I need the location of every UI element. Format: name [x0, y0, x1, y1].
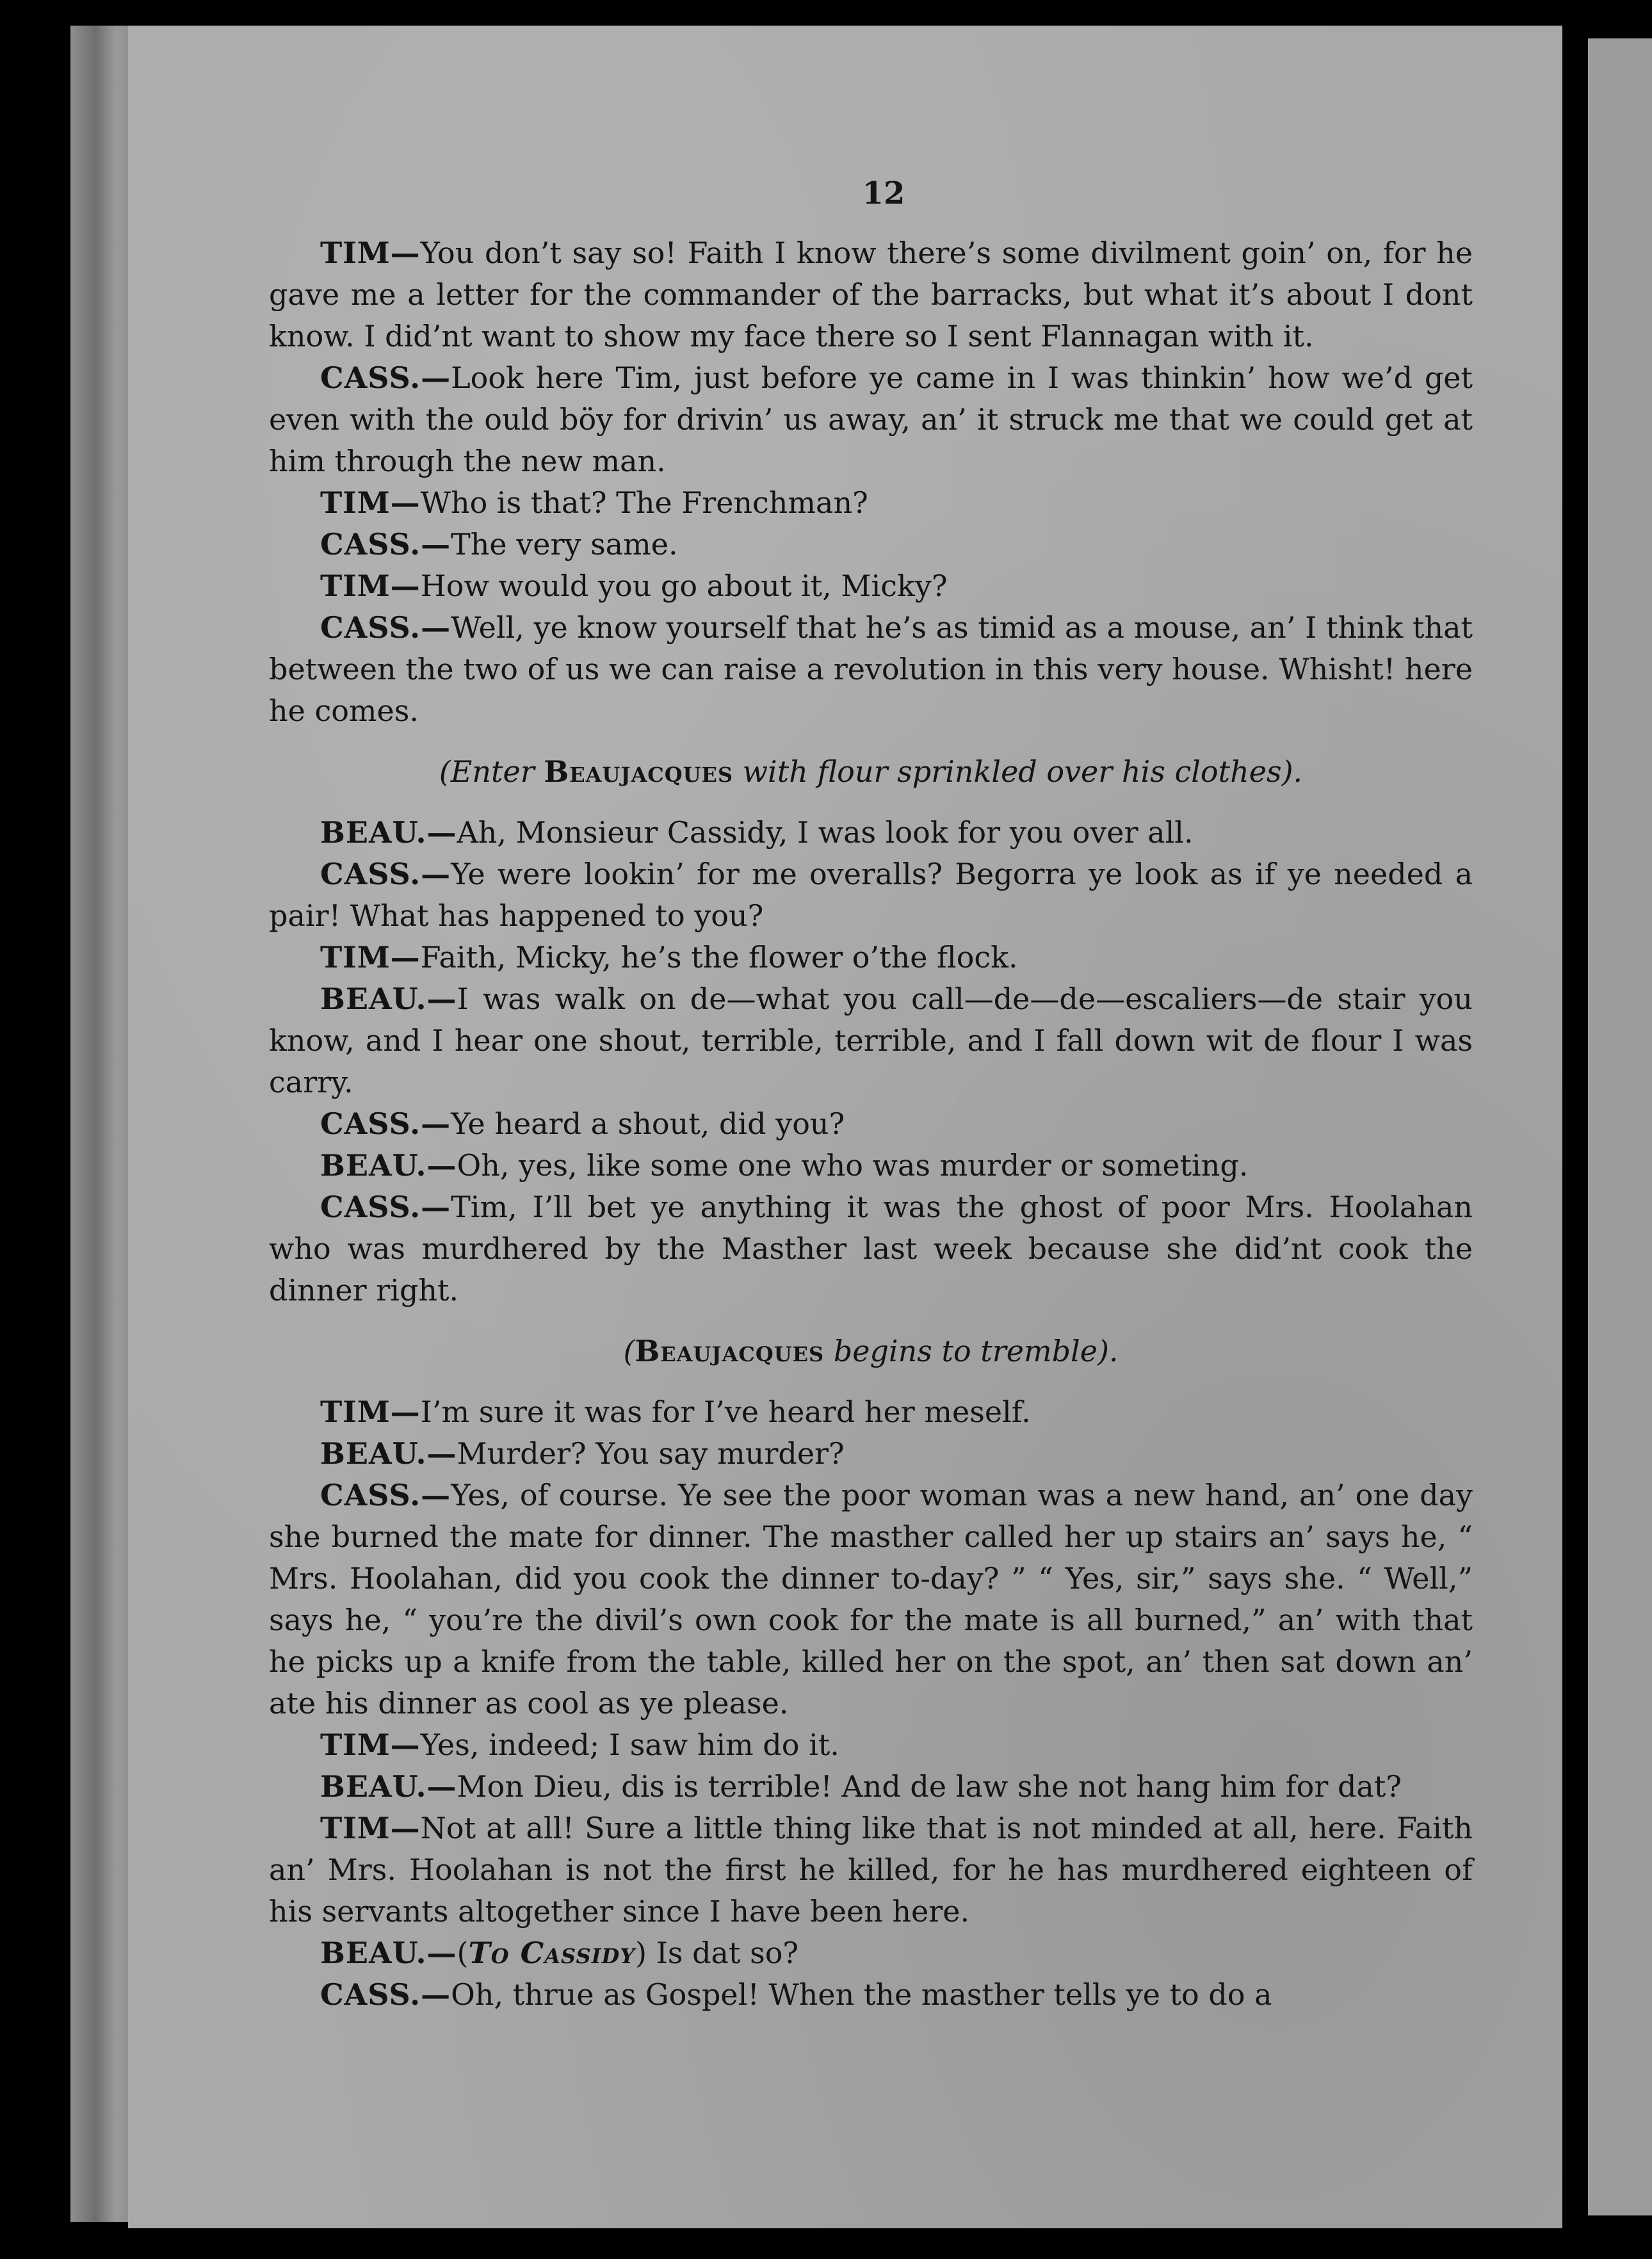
dialogue-line	[269, 1724, 1473, 1766]
speaker-name: TIM—	[320, 236, 421, 270]
dialogue-line	[269, 524, 1473, 565]
aside-close: )	[635, 1936, 647, 1970]
speaker-name: CASS.—	[320, 1106, 451, 1141]
speech-text: Ah, Monsieur Cassidy, I was look for you over all.	[457, 815, 1194, 850]
speech-text: Murder? You say murder?	[457, 1436, 845, 1471]
dialogue-line	[269, 1145, 1473, 1186]
dialogue-line	[269, 1391, 1473, 1433]
dialogue-line	[269, 1974, 1473, 2016]
dialogue-line	[269, 1186, 1473, 1311]
speech-text: Yes, of course. Ye see the poor woman was a new hand, an’ one day she burned the mate for dinner. The masther called her up stairs an’ says he, “ Mrs. Hoolahan, did you cook the dinner to-day? ” “ Yes, sir,” says she. “ Well,” says he, “ you’re the divil’s own cook for the mate is all burned,” an’ with that he picks up a knife from the table, killed her on the spot, an’ then sat down an’ ate his dinner as cool as ye please.	[269, 1478, 1473, 1721]
speaker-name: BEAU.—	[320, 1148, 457, 1183]
speaker-name: TIM—	[320, 1811, 421, 1845]
speech-text: Ye heard a shout, did you?	[451, 1106, 845, 1141]
dialogue-line	[269, 1103, 1473, 1145]
dialogue-line	[269, 357, 1473, 482]
speaker-name: CASS.—	[320, 1977, 451, 2012]
dialogue-line	[269, 565, 1473, 607]
page-content	[269, 173, 1473, 2016]
speech-text: I was walk on de—what you call—de—de—escaliers—de stair you know, and I hear one shout, terrible, terrible, and I fall down wit de flour I was carry.	[269, 982, 1473, 1099]
dialogue-line	[269, 607, 1473, 732]
dialogue-line	[269, 1766, 1473, 1808]
dialogue-line	[269, 978, 1473, 1103]
speech-text: Yes, indeed; I saw him do it.	[420, 1728, 839, 1762]
speaker-name: TIM—	[320, 940, 421, 975]
speech-text: Faith, Micky, he’s the flower o’the flock.	[420, 940, 1018, 975]
character-name: Beaujacques	[635, 1334, 825, 1368]
stage-direction-open: (	[623, 1334, 635, 1368]
stage-direction-rest: with flour sprinkled over his clothes).	[733, 754, 1303, 789]
speaker-name: CASS.—	[320, 527, 451, 562]
speaker-name: TIM—	[320, 1728, 421, 1762]
stage-direction-open: (Enter	[439, 754, 544, 789]
speaker-name: BEAU.—	[320, 982, 457, 1016]
speaker-name: BEAU.—	[320, 1436, 457, 1471]
stage-direction-rest: begins to tremble).	[824, 1334, 1119, 1368]
speech-text: Ye were lookin’ for me overalls? Begorra ye look as if ye needed a pair! What has happened to you?	[269, 857, 1473, 933]
speech-text: Mon Dieu, dis is terrible! And de law she not hang him for dat?	[457, 1769, 1402, 1804]
stage-direction	[269, 1331, 1473, 1372]
speech-text: I’m sure it was for I’ve heard her meself.	[420, 1395, 1031, 1429]
speaker-name: TIM—	[320, 1395, 421, 1429]
aside-direction: To Cassidy	[468, 1936, 636, 1970]
speaker-name: TIM—	[320, 485, 421, 520]
speaker-name: BEAU.—	[320, 1769, 457, 1804]
speech-text: Not at all! Sure a little thing like that is not minded at all, here. Faith an’ Mrs. Hoolahan is not the first he killed, for he has murdhered eighteen of his servants altogether since I have been here.	[269, 1811, 1473, 1929]
dialogue-line	[269, 1433, 1473, 1475]
page-number: 12	[862, 175, 905, 211]
binding-shadow	[1562, 26, 1588, 2228]
speech-text: Well, ye know yourself that he’s as timid as a mouse, an’ I think that between the two of us we can raise a revolution in this very house. Whisht! here he comes.	[269, 610, 1473, 728]
speaker-name: BEAU.—	[320, 1936, 457, 1970]
aside-open: (	[457, 1936, 469, 1970]
speaker-name: CASS.—	[320, 857, 451, 891]
dialogue-line	[269, 854, 1473, 937]
speaker-name: CASS.—	[320, 1478, 451, 1512]
speech-text: Who is that? The Frenchman?	[420, 485, 868, 520]
speaker-name: BEAU.—	[320, 815, 457, 850]
speech-text: Is dat so?	[647, 1936, 799, 1970]
dialogue-line	[269, 1808, 1473, 1932]
speech-text: You don’t say so! Faith I know there’s some divilment goin’ on, for he gave me a letter for the commander of the barracks, but what it’s about I dont know. I did’nt want to show my face there so I sent Flannagan with it.	[269, 236, 1473, 353]
adjacent-page-edge	[1588, 38, 1652, 2215]
dialogue-line	[269, 1475, 1473, 1724]
speech-text: How would you go about it, Micky?	[420, 569, 948, 603]
speaker-name: CASS.—	[320, 610, 451, 645]
dialogue-line	[269, 482, 1473, 524]
speech-text: Oh, thrue as Gospel! When the masther tells ye to do a	[451, 1977, 1272, 2012]
speech-text: The very same.	[451, 527, 678, 562]
speaker-name: TIM—	[320, 569, 421, 603]
dialogue-line	[269, 232, 1473, 357]
speech-text: Tim, I’ll bet ye anything it was the ghost of poor Mrs. Hoolahan who was murdhered by the Masther last week because she did’nt cook the dinner right.	[269, 1190, 1473, 1308]
stage-direction	[269, 751, 1473, 793]
speech-text: Oh, yes, like some one who was murder or someting.	[457, 1148, 1249, 1183]
dialogue-line	[269, 1932, 1473, 1974]
speech-text: Look here Tim, just before ye came in I was thinkin’ how we’d get even with the ould böy for drivin’ us away, an’ it struck me that we could get at him through the new man.	[269, 360, 1473, 478]
speaker-name: CASS.—	[320, 1190, 451, 1224]
dialogue-line	[269, 937, 1473, 978]
dialogue-line	[269, 812, 1473, 854]
speaker-name: CASS.—	[320, 360, 451, 395]
character-name: Beaujacques	[544, 754, 734, 789]
